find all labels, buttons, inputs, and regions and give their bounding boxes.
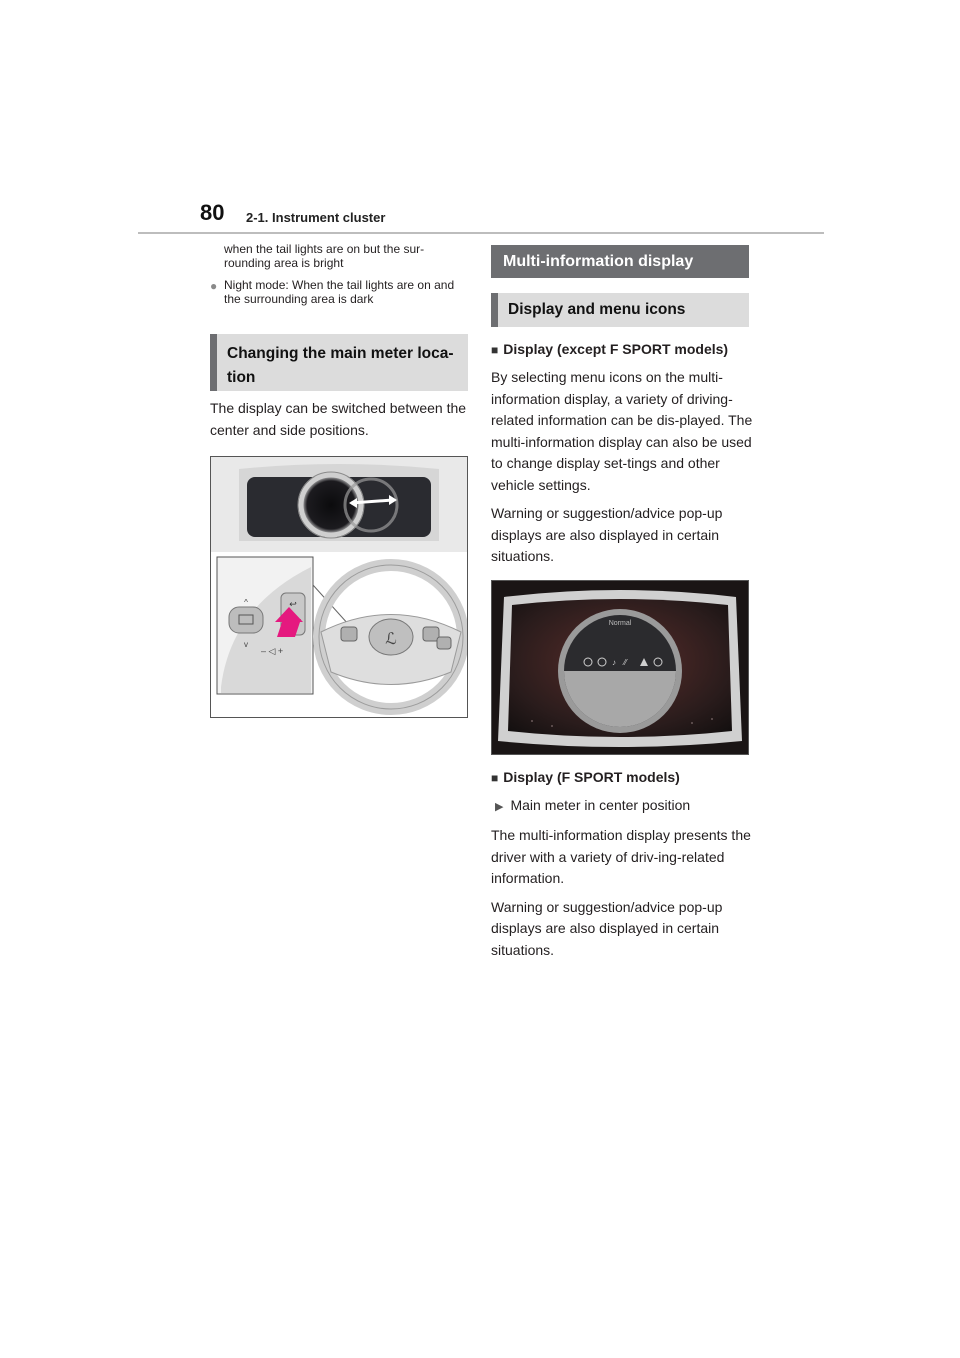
svg-text:♪: ♪: [612, 657, 616, 667]
triangle-pointer-icon: ▶: [495, 800, 504, 813]
square-bullet-icon: ■: [491, 343, 499, 357]
figure-multi-info-display: [491, 580, 749, 755]
para-switch-position: The display can be switched between the center and side positions.: [210, 400, 467, 438]
subheading-fsport: [491, 767, 753, 788]
square-bullet-icon: ■: [491, 770, 499, 785]
bullet-night-text: Night mode: When the tail lights are on and the surrounding area is dark: [224, 278, 455, 306]
para-fsport-1: The multi-information display presents the driver with a variety of driv-ing-related information.: [491, 827, 751, 886]
screen-mode-label: Normal: [608, 619, 632, 627]
para-fsport-2: Warning or suggestion/advice pop-up displays are also displayed in certain situations.: [491, 898, 723, 958]
svg-text:– ◁ +: – ◁ +: [261, 646, 284, 656]
left-column: [210, 242, 468, 656]
item-main-meter-center: [491, 795, 753, 819]
para-except-1: By selecting menu icons on the multi-information display, a variety of driving-related information can be dis-played. The multi-information display can also be used to change display set-tings and other vehicle settings.: [491, 369, 753, 493]
item-main-meter-text: Main meter in center position: [510, 796, 691, 813]
svg-text:ℒ: ℒ: [385, 631, 397, 648]
figure-steering-switch: [210, 456, 468, 718]
heading-multi-information: Multi-information display: [491, 245, 749, 278]
subheading-except-text: Display (except F SPORT models): [503, 341, 729, 357]
svg-text:↩: ↩: [289, 599, 297, 609]
circle-bullet-icon: ●: [210, 279, 218, 293]
para-except-2: Warning or suggestion/advice pop-up displays are also displayed in certain situations.: [491, 505, 723, 564]
svg-text:v: v: [244, 640, 248, 649]
heading-display-menu-icons: Display and menu icons: [491, 293, 749, 327]
subheading-except-fsport: [491, 339, 753, 360]
header-divider: [138, 232, 824, 234]
svg-text:⁄⁄: ⁄⁄: [624, 657, 627, 667]
section-title: 2-1. Instrument cluster: [246, 210, 386, 225]
steering-wheel-illustration: [211, 457, 467, 717]
multi-info-display-illustration: [492, 581, 748, 754]
svg-text:^: ^: [244, 598, 248, 607]
page-number: 80: [200, 200, 225, 225]
right-column: [491, 245, 753, 961]
heading-changing-location: Changing the main meter loca-tion: [210, 334, 468, 391]
intro-continuation: when the tail lights are on but the sur-rounding area is bright: [224, 242, 425, 270]
bullet-night-mode: [210, 278, 468, 306]
subheading-fsport-text: Display (F SPORT models): [503, 768, 680, 785]
